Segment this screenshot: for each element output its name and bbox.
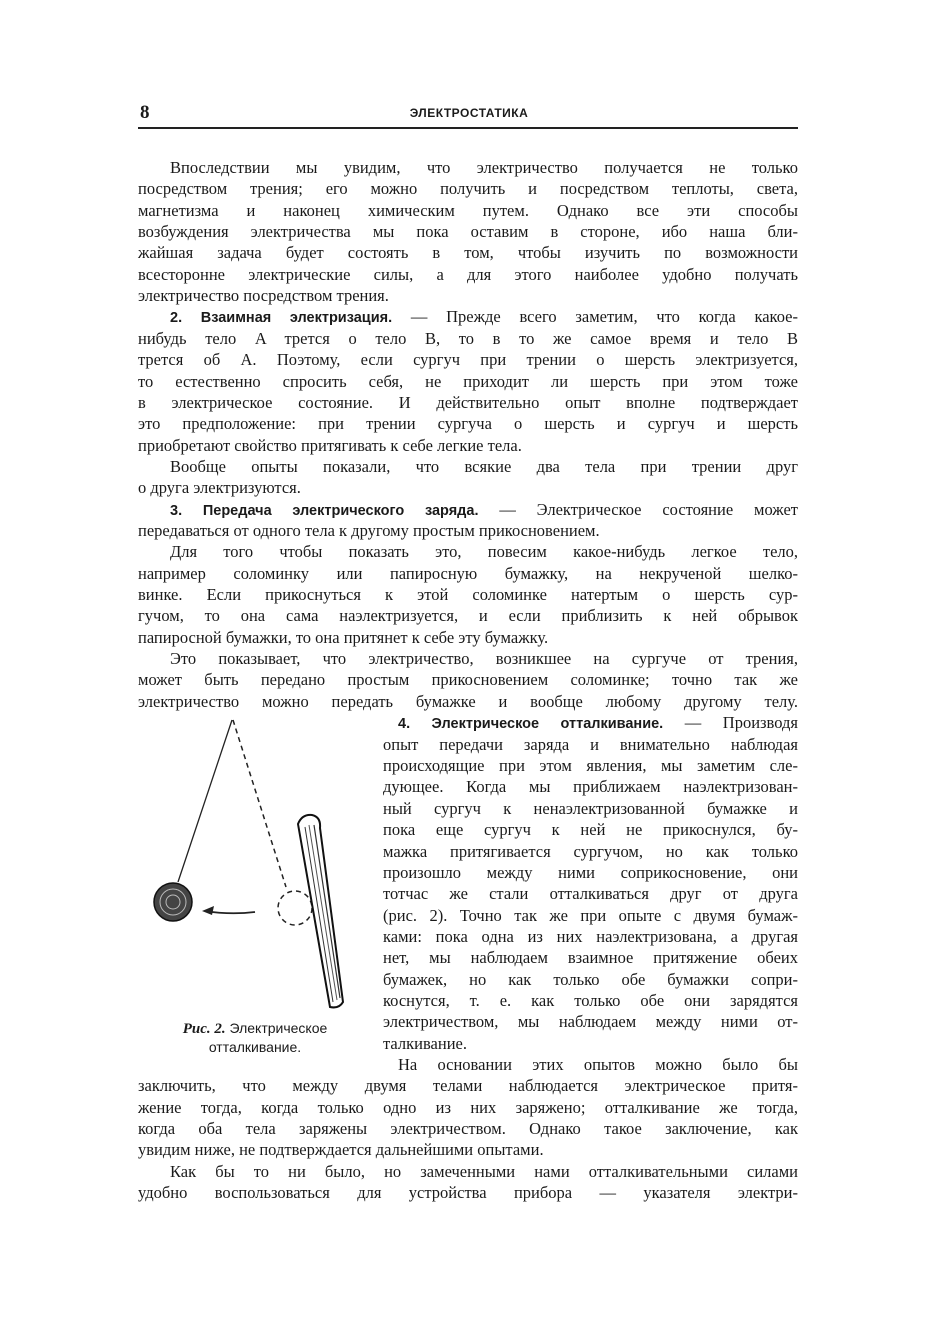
- page-number: 8: [140, 102, 150, 123]
- text-line: [138, 242, 798, 263]
- text-line: [138, 435, 798, 456]
- ball-previous-position-dashed: [278, 891, 312, 925]
- text-line: [138, 371, 798, 392]
- text-line: [138, 200, 798, 221]
- figure-caption: [150, 1019, 360, 1056]
- line-text: электричество можно передать бумажке и вообще любому другому телу.: [138, 691, 798, 711]
- text-line: [383, 1033, 798, 1054]
- text-line: [138, 1097, 798, 1118]
- line-text: когда оба тела заряжены электричеством. Однако такое заключение, как: [138, 1119, 798, 1139]
- text-line: [383, 947, 798, 968]
- line-text: — Электрическое состояние может: [478, 499, 798, 519]
- line-text: — Производя: [663, 713, 798, 733]
- line-text: в электрическое состояние. И действительно опыт вполне подтверждает: [138, 392, 798, 412]
- line-text: талкивание.: [383, 1033, 467, 1053]
- pendulum-thread-dashed: [233, 720, 286, 887]
- text-line: [383, 969, 798, 990]
- line-text: Как бы то ни было, но замеченными нами отталкивательными силами: [170, 1161, 798, 1181]
- text-line: [138, 1139, 798, 1160]
- line-text: бумажек, но как только обе бумажки сопри-: [383, 969, 798, 989]
- text-line: [138, 264, 798, 285]
- text-line: [138, 605, 798, 626]
- text-line: [138, 392, 798, 413]
- text-line: [383, 883, 798, 904]
- text-line: [170, 541, 798, 562]
- line-text: передаваться от одного тела к другому простым прикосновением.: [138, 520, 600, 540]
- text-line: [170, 456, 798, 477]
- text-line: [138, 349, 798, 370]
- line-text: дующее. Когда мы приближаем наэлектризован-: [383, 777, 798, 797]
- section-heading: 3. Передача электрического заряда.: [170, 502, 479, 519]
- text-line: [383, 776, 798, 797]
- figure-electric-repulsion: [140, 712, 350, 1012]
- text-line: [138, 1075, 798, 1096]
- text-line: [383, 841, 798, 862]
- line-text: ный сургуч к ненаэлектризованной бумажке и: [383, 798, 798, 818]
- text-line: [383, 734, 798, 755]
- text-line: [383, 905, 798, 926]
- caption-label: Рис. 2.: [182, 1021, 226, 1037]
- text-line: [138, 563, 798, 584]
- line-text: произошло между ними соприкосновение, они: [383, 862, 798, 882]
- text-line: [383, 1011, 798, 1032]
- text-line: [138, 627, 798, 648]
- header-rule: [138, 127, 798, 129]
- line-text: жение тогда, когда только одно из них заряжено; отталкивание же тогда,: [138, 1097, 798, 1117]
- text-line: [398, 1054, 798, 1075]
- text-line: [138, 328, 798, 349]
- text-line: [138, 691, 798, 712]
- line-text: Это показывает, что электричество, возникшее на сургуче от трения,: [170, 649, 798, 669]
- line-text: жайшая задача будет состоять в том, чтобы изучить по возможности: [138, 243, 798, 263]
- arrowhead-icon: [202, 906, 214, 915]
- line-text: приобретают свойство притягивать к себе легкие тела.: [138, 435, 522, 455]
- line-text: электричеством, мы наблюдаем между ними от-: [383, 1012, 798, 1032]
- line-text: заключить, что между двумя телами наблюдается электрическое притя-: [138, 1076, 798, 1096]
- text-line: [383, 819, 798, 840]
- text-line: [170, 499, 798, 520]
- text-line: [383, 798, 798, 819]
- text-line: [383, 926, 798, 947]
- line-text: (рис. 2). Точно так же при опыте с двумя бумаж-: [383, 905, 798, 925]
- line-text: пока еще сургуч к ней не прикоснулся, бу-: [383, 820, 798, 840]
- line-text: Впоследствии мы увидим, что электричество получается не только: [170, 158, 798, 177]
- text-line: [170, 306, 798, 327]
- text-line: [138, 584, 798, 605]
- text-line: [138, 1118, 798, 1139]
- section-heading: 4. Электрическое отталкивание.: [398, 716, 664, 733]
- line-text: ками: пока одна из них наэлектризована, а другая: [383, 926, 798, 946]
- line-text: это предположение: при трении сургуча о шерсть и сургуч и шерсть: [138, 414, 798, 434]
- text-line: [398, 712, 798, 733]
- line-text: например соломинку или папиросную бумажку, на некрученой шелко-: [138, 563, 798, 583]
- line-text: о друга электризуются.: [138, 478, 301, 498]
- text-line: [383, 755, 798, 776]
- line-text: мажка притягивается сургучом, но как только: [383, 841, 798, 861]
- line-text: всесторонне электрические силы, а для этого наиболее удобно получать: [138, 264, 798, 284]
- line-text: происходящие при этом явления, мы заметим сле-: [383, 756, 798, 776]
- section-heading: 2. Взаимная электризация.: [170, 310, 393, 327]
- line-text: возбуждения электричества мы пока оставим в стороне, ибо наша бли-: [138, 222, 798, 242]
- line-text: электричество посредством трения.: [138, 286, 389, 306]
- line-text: то естественно спросить себя, не приходит ли шерсть при этом тоже: [138, 371, 798, 391]
- text-line: [383, 990, 798, 1011]
- line-text: папиросной бумажки, то она притянет к себе эту бумажку.: [138, 627, 549, 647]
- line-text: трется об A. Поэтому, если сургуч при трении о шерсть электризуется,: [138, 350, 798, 370]
- text-line: [383, 862, 798, 883]
- line-text: может быть передано простым прикосновением соломинке; точно так же: [138, 670, 798, 690]
- line-text: нет, мы наблюдаем взаимное притяжение обеих: [383, 948, 798, 968]
- line-text: нибудь тело A трется о тело B, то в то же самое время и тело B: [138, 328, 798, 348]
- line-text: увидим ниже, не подтверждается дальнейшими опытами.: [138, 1140, 544, 1160]
- text-line: [138, 520, 798, 541]
- text-line: [138, 178, 798, 199]
- line-text: винке. Если прикоснуться к этой соломинке натертым о шерсть сур-: [138, 585, 798, 604]
- text-line: [138, 1182, 798, 1203]
- line-text: посредством трения; его можно получить и посредством теплоты, света,: [138, 179, 798, 199]
- line-text: коснутся, т. е. как только обе они зарядятся: [383, 990, 798, 1010]
- pendulum-thread: [178, 720, 232, 882]
- text-line: [170, 1161, 798, 1182]
- running-title: ЭЛЕКТРОСТАТИКА: [409, 106, 529, 120]
- line-text: тотчас же стали отталкиваться друг от друга: [383, 884, 798, 904]
- caption-text: Электрическое: [225, 1020, 328, 1036]
- line-text: — Прежде всего заметим, что когда какое-: [392, 307, 798, 327]
- text-line: [138, 669, 798, 690]
- text-line: [138, 285, 798, 306]
- text-line: [170, 157, 798, 178]
- text-line: [170, 648, 798, 669]
- text-line: [138, 413, 798, 434]
- line-text: На основании этих опытов можно было бы: [398, 1055, 798, 1074]
- line-text: Вообще опыты показали, что всякие два тела при трении друг: [170, 456, 798, 476]
- sealing-wax-rod: [298, 815, 343, 1008]
- line-text: магнетизма и наконец химическим путем. Однако все эти способы: [138, 200, 798, 220]
- caption-line2: отталкивание.: [208, 1039, 302, 1055]
- line-text: Для того чтобы показать это, повесим какое-нибудь легкое тело,: [170, 542, 798, 562]
- text-line: [138, 221, 798, 242]
- line-text: опыт передачи заряда и внимательно наблюдая: [383, 734, 798, 754]
- line-text: гучом, то она сама наэлектризуется, и если приблизить к ней обрывок: [138, 606, 798, 626]
- line-text: удобно воспользоваться для устройства прибора — указателя электри-: [138, 1183, 798, 1203]
- text-line: [138, 477, 798, 498]
